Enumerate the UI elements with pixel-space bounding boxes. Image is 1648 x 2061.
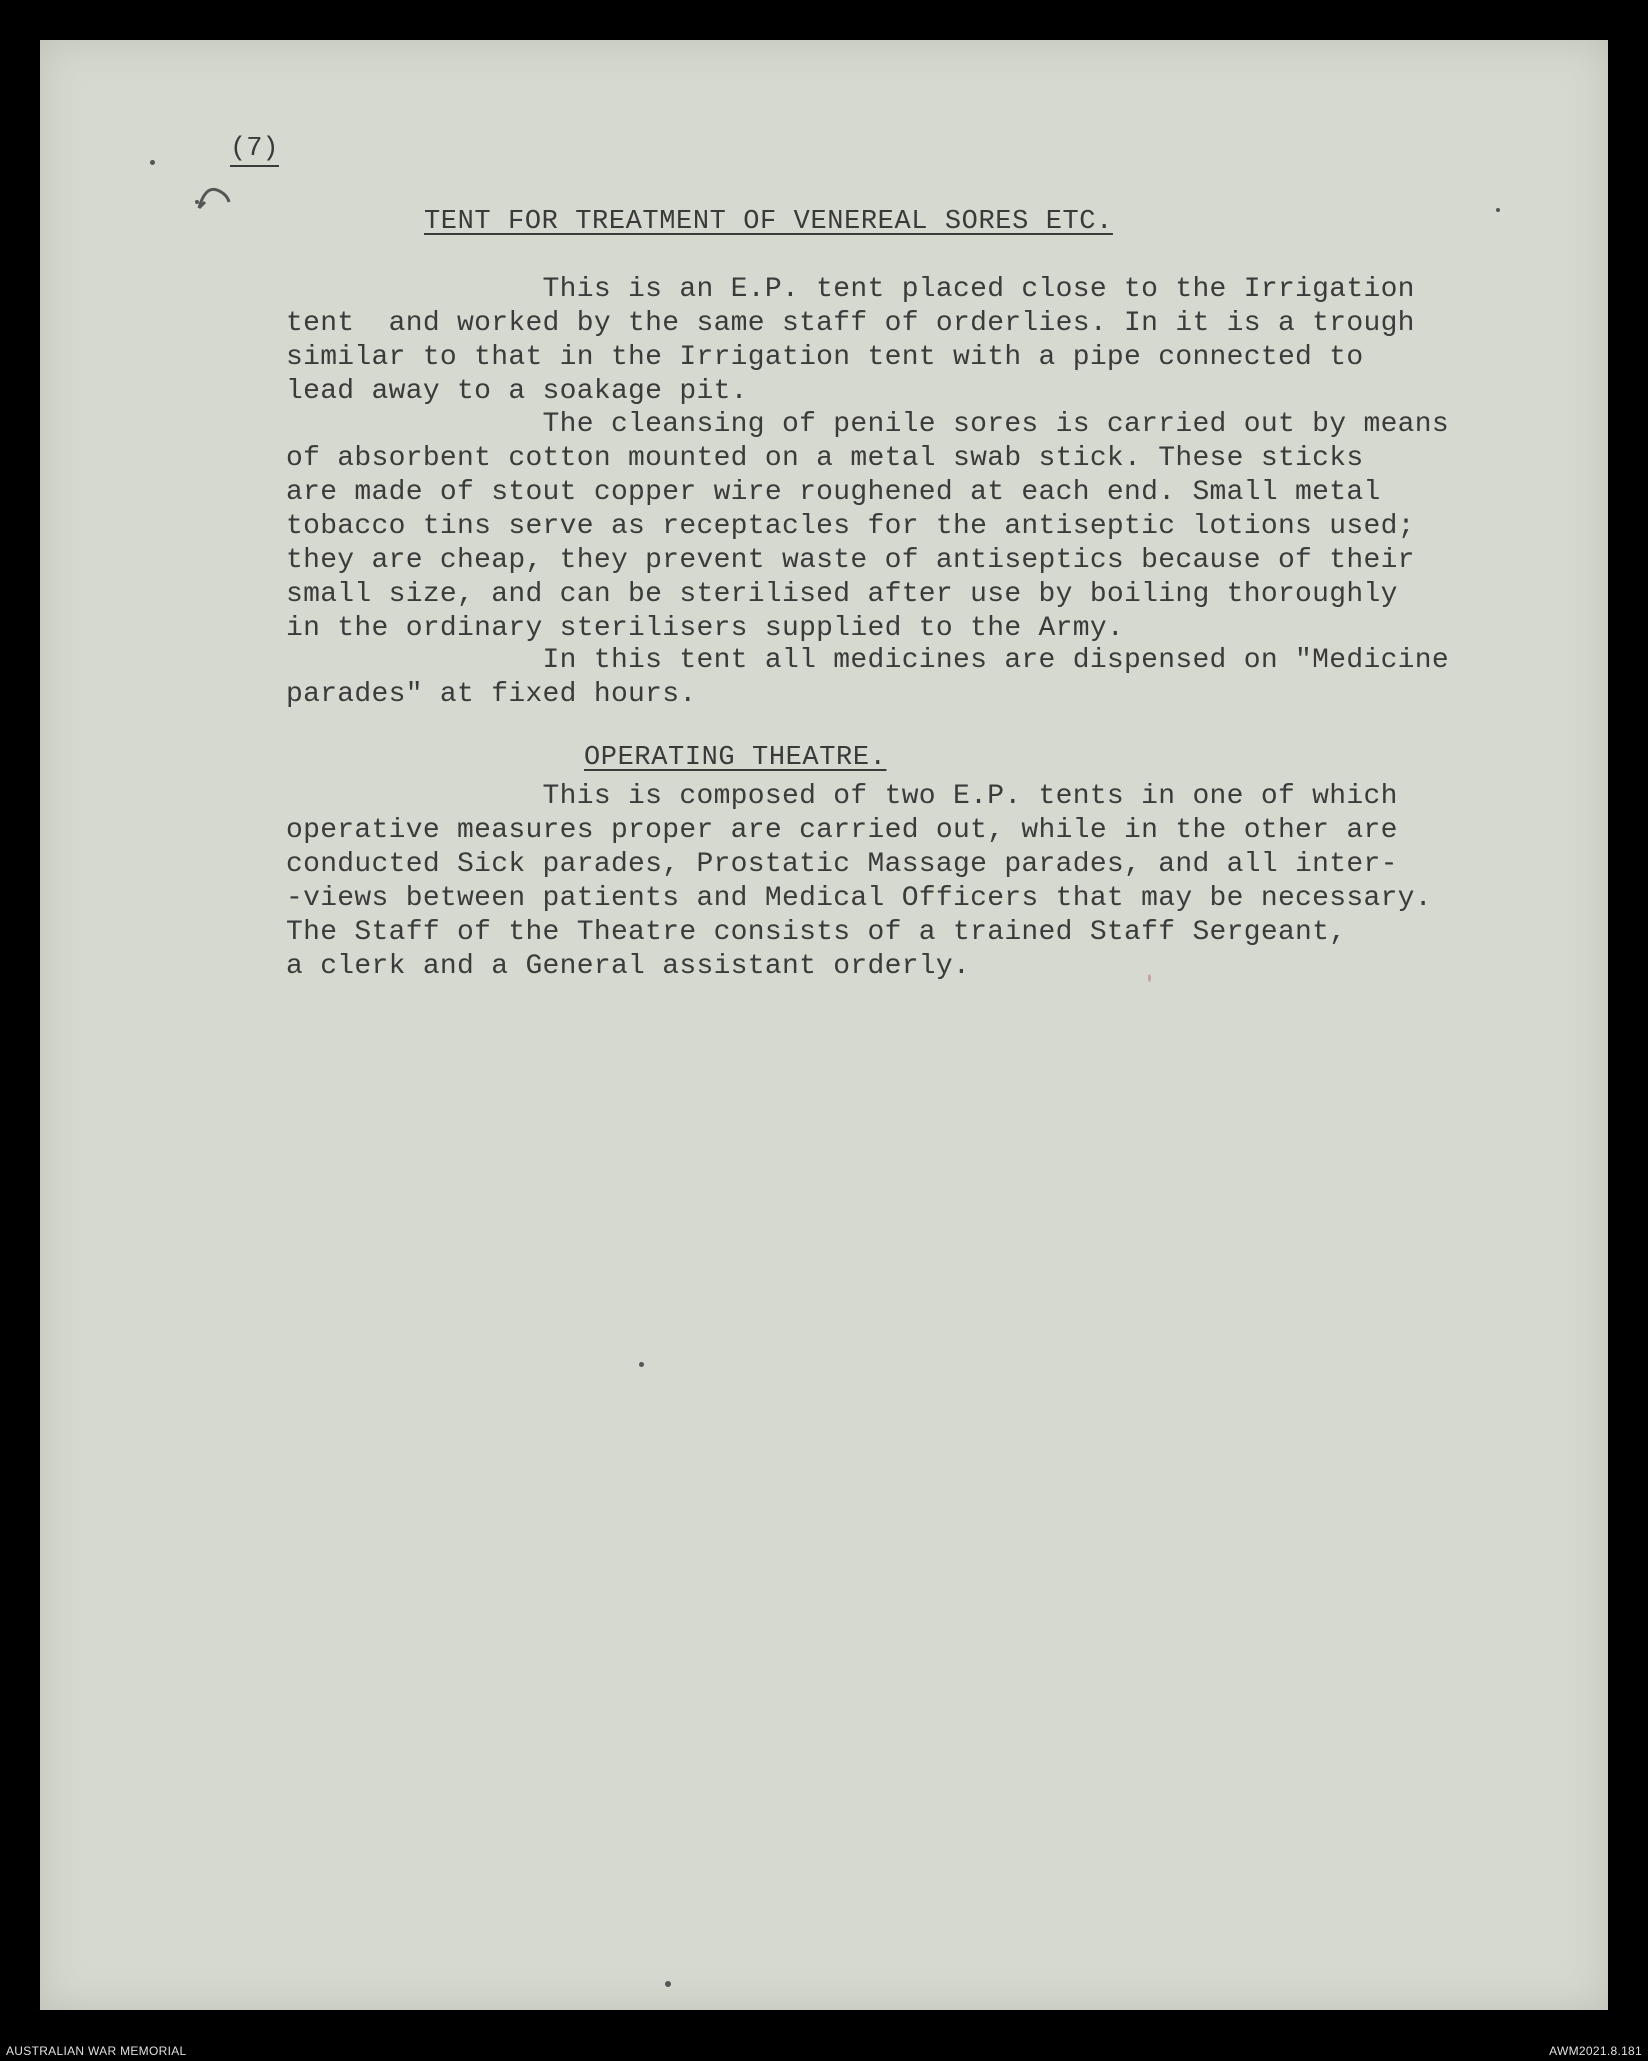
body-paragraph: This is an E.P. tent placed close to the Irrigation tent and worked by the same staff of orderlies. In it is a trough similar to that in the Irrigation tent with a pipe connected to lead away to a soakage pit. bbox=[286, 274, 1415, 407]
body-paragraph: This is composed of two E.P. tents in one of which operative measures proper are carried out, while in the other are conducted Sick parades, Prostatic Massage parades, and all inter- -views between patients and Medical Officers that may be necessary. The Staff of the Theatre consists of a trained Staff Sergeant, a clerk and a General assistant orderly. bbox=[286, 781, 1432, 982]
document-page bbox=[40, 40, 1608, 2010]
page-number: (7) bbox=[230, 136, 279, 167]
body-paragraph: The cleansing of penile sores is carried out by means of absorbent cotton mounted on a metal swab stick. These sticks are made of stout copper wire roughened at each end. Small metal tobacco tins serve as receptacles for the antiseptic lotions used; they are cheap, they prevent waste of antiseptics because of their small size, and can be sterilised after use by boiling thoroughly in the ordinary sterilisers supplied to the Army. bbox=[286, 409, 1449, 644]
ink-speck bbox=[1496, 208, 1500, 212]
ink-speck bbox=[665, 1981, 671, 1987]
footer-institution: AUSTRALIAN WAR MEMORIAL bbox=[6, 2044, 187, 2058]
ink-speck bbox=[150, 160, 155, 165]
footer-reference: AWM2021.8.181 bbox=[1549, 2044, 1642, 2058]
section-heading-operating-theatre: OPERATING THEATRE. bbox=[584, 743, 887, 773]
staple-mark-icon bbox=[195, 180, 235, 214]
section-heading-venereal: TENT FOR TREATMENT OF VENEREAL SORES ETC. bbox=[424, 207, 1113, 237]
ink-speck bbox=[639, 1362, 644, 1367]
body-paragraph: In this tent all medicines are dispensed on "Medicine parades" at fixed hours. bbox=[286, 645, 1449, 710]
